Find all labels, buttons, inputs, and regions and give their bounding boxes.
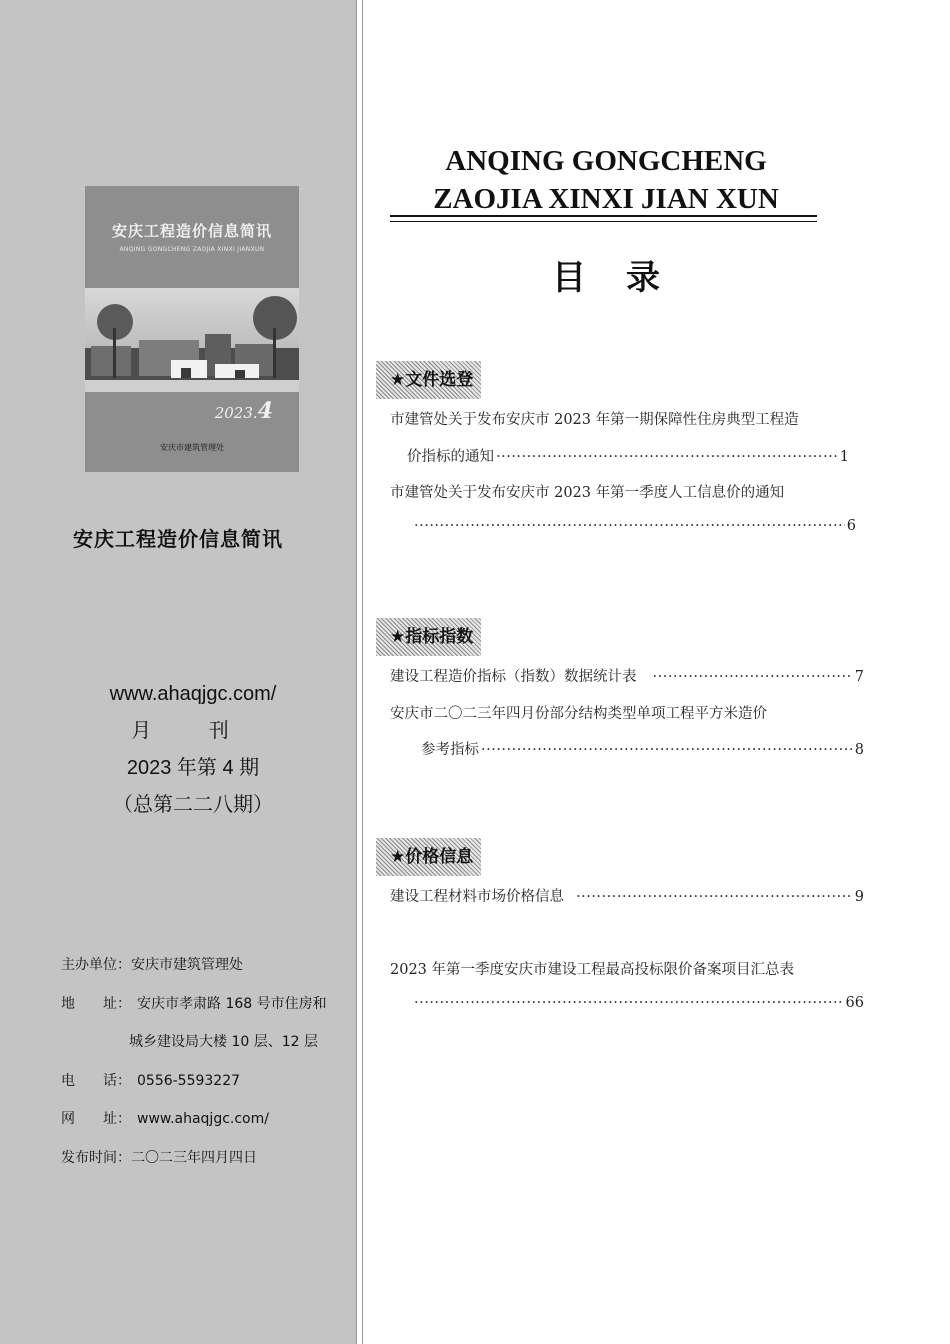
- website-text: www.ahaqjgc.com/: [109, 683, 277, 705]
- toc-leader-dots: [653, 669, 853, 685]
- toc-entry-3[interactable]: [390, 665, 864, 686]
- masthead-rule-thick: [390, 215, 817, 217]
- address-row: [61, 993, 327, 1032]
- column-divider: [362, 0, 363, 1344]
- section-tag-prices: ★价格信息: [376, 838, 481, 876]
- toc-entry-4[interactable]: [421, 738, 864, 759]
- section-tag-indicators: ★指标指数: [376, 618, 481, 656]
- toc-entry-2[interactable]: [412, 518, 856, 534]
- sidebar: [0, 0, 357, 1344]
- toc-entry-5-page: 9: [854, 889, 864, 905]
- toc-entry-3-line1: 建设工程造价指标（指数）数据统计表: [390, 669, 637, 685]
- toc-entry-5-line1: 建设工程材料市场价格信息: [390, 889, 564, 905]
- toc-entry-4-line1[interactable]: 安庆市二〇二三年四月份部分结构类型单项工程平方米造价: [390, 706, 767, 722]
- masthead-rule-thin: [390, 221, 817, 222]
- toc-entry-4-line2: 参考指标: [421, 742, 479, 758]
- toc-leader-dots: [414, 995, 844, 1011]
- address-label: 地 址：: [61, 995, 131, 1012]
- organizer-row: [61, 954, 327, 993]
- web-value[interactable]: www.ahaqjgc.com/: [137, 1111, 269, 1127]
- toc-entry-5[interactable]: [390, 885, 864, 906]
- toc-entry-6-page: 66: [845, 995, 864, 1011]
- toc-entry-3-page: 7: [854, 669, 864, 685]
- toc-entry-6-line1[interactable]: 2023 年第一季度安庆市建设工程最高投标限价备案项目汇总表: [390, 962, 795, 978]
- toc-heading: 目录: [552, 258, 700, 298]
- web-row: [61, 1108, 327, 1147]
- publication-title: 安庆工程造价信息简讯: [73, 527, 283, 551]
- cover-subtitle: ANQING GONGCHENG ZAOJIA XINXI JIANXUN: [119, 246, 265, 253]
- cover-title: 安庆工程造价信息简讯: [111, 222, 272, 240]
- toc-entry-1-line1[interactable]: 市建管处关于发布安庆市 2023 年第一期保障性住房典型工程造: [390, 412, 799, 428]
- phone-value: 0556-5593227: [137, 1072, 241, 1089]
- section-tag-documents: ★文件选登: [376, 361, 481, 399]
- total-issue-text: （总第二二八期）: [113, 794, 273, 816]
- toc-entry-4-page: 8: [854, 742, 864, 758]
- toc-leader-dots: [414, 518, 845, 534]
- toc-leader-dots: [481, 742, 853, 758]
- phone-row: [61, 1070, 327, 1109]
- toc-entry-2-page: 6: [846, 518, 856, 534]
- contact-info: [61, 954, 327, 1185]
- cover-issue: 2023.4: [214, 398, 273, 424]
- date-value: 二〇二三年四月四日: [131, 1149, 257, 1166]
- toc-entry-6[interactable]: [412, 995, 864, 1011]
- cover-building-photo: [85, 288, 299, 392]
- cover-thumbnail: [85, 186, 299, 472]
- organizer-value: 安庆市建筑管理处: [131, 957, 243, 973]
- masthead-line1: ANQING GONGCHENG: [445, 145, 767, 177]
- frequency-text: 月 刊: [131, 720, 255, 742]
- masthead-line2: ZAOJIA XINXI JIAN XUN: [433, 183, 779, 215]
- toc-entry-1[interactable]: [407, 445, 849, 466]
- web-label: 网 址：: [61, 1111, 131, 1127]
- address-row-2: [61, 1031, 327, 1070]
- address-value-line1: 安庆市孝肃路 168 号市住房和: [137, 995, 327, 1012]
- toc-entry-1-line2: 价指标的通知: [407, 449, 494, 465]
- issue-text: 2023 年第 4 期: [126, 757, 260, 779]
- date-label: 发布时间：: [61, 1149, 131, 1166]
- toc-leader-dots: [496, 449, 838, 465]
- toc-entry-2-line1[interactable]: 市建管处关于发布安庆市 2023 年第一季度人工信息价的通知: [390, 485, 785, 501]
- toc-entry-1-page: 1: [839, 449, 849, 465]
- address-value-line2: 城乡建设局大楼 10 层、12 层: [129, 1034, 318, 1050]
- date-row: [61, 1147, 327, 1186]
- organizer-label: 主办单位：: [61, 957, 131, 973]
- toc-leader-dots: [576, 889, 853, 905]
- publication-info: [0, 676, 386, 824]
- phone-label: 电 话：: [61, 1072, 131, 1089]
- cover-publisher: 安庆市建筑管理处: [160, 443, 224, 452]
